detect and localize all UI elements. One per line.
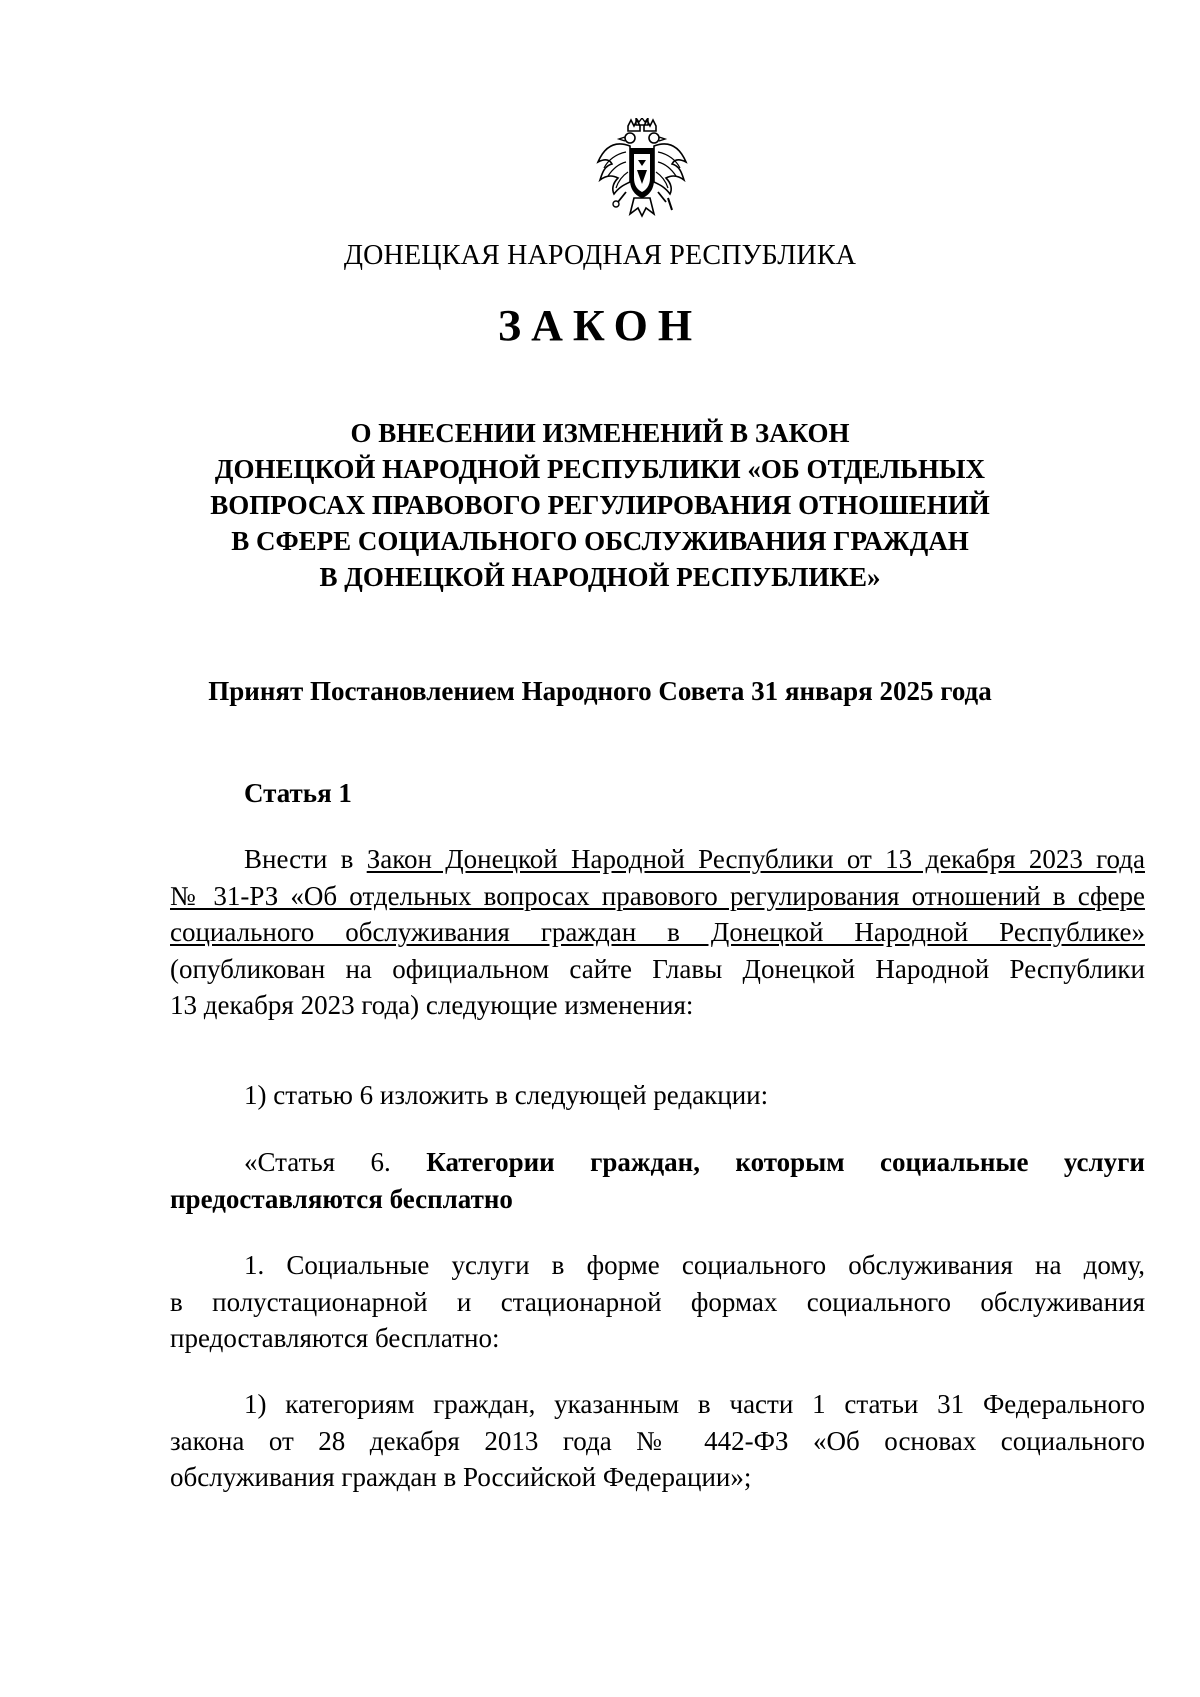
article6-prefix: «Статья 6. bbox=[244, 1147, 427, 1177]
law-title-line: О ВНЕСЕНИИ ИЗМЕНЕНИЙ В ЗАКОН bbox=[350, 418, 850, 448]
amendment-item bbox=[170, 1077, 1145, 1114]
law-heading: ЗАКОН bbox=[497, 301, 703, 350]
amended-law-link[interactable]: № 31-РЗ «Об отдельных вопросах правового регулирования отношений в сфере bbox=[170, 880, 1145, 911]
paragraph-line bbox=[170, 878, 1145, 915]
coat-of-arms-eagle-icon bbox=[596, 118, 688, 218]
intro-prefix: Внести в bbox=[244, 844, 367, 874]
paragraph-line bbox=[170, 841, 1145, 878]
amended-law-link[interactable]: социального обслуживания граждан в Донецкой Народной Республике» bbox=[170, 917, 1145, 947]
article6-heading bbox=[170, 1144, 1145, 1217]
law-title-line: В СФЕРЕ СОЦИАЛЬНОГО ОБСЛУЖИВАНИЯ ГРАЖДАН bbox=[231, 526, 969, 556]
adoption-statement: Принят Постановлением Народного Совета 31 января 2025 года bbox=[208, 676, 992, 706]
paragraph-line: в полустационарной и стационарной формах социального обслуживания bbox=[170, 1286, 1145, 1317]
law-title-line: ВОПРОСАХ ПРАВОВОГО РЕГУЛИРОВАНИЯ ОТНОШЕНИЙ bbox=[210, 490, 990, 520]
paragraph-line bbox=[170, 914, 1145, 951]
paragraph-line: 1. Социальные услуги в форме социального обслуживания на дому, bbox=[244, 1250, 1145, 1280]
article6-title: Категории граждан, которым социальные услуги bbox=[426, 1147, 1145, 1177]
republic-name: ДОНЕЦКАЯ НАРОДНАЯ РЕСПУБЛИКА bbox=[343, 240, 857, 271]
law-title-line: В ДОНЕЦКОЙ НАРОДНОЙ РЕСПУБЛИКЕ» bbox=[319, 562, 881, 592]
paragraph-line: 13 декабря 2023 года) следующие изменения: bbox=[170, 990, 694, 1020]
paragraph-line: 1) категориям граждан, указанным в части 1 статьи 31 Федерального bbox=[244, 1389, 1145, 1419]
article6-subitem1 bbox=[170, 1386, 1145, 1496]
law-title-line: ДОНЕЦКОЙ НАРОДНОЙ РЕСПУБЛИКИ «ОБ ОТДЕЛЬНЫХ bbox=[214, 454, 986, 484]
paragraph-line: предоставляются бесплатно: bbox=[170, 1323, 500, 1353]
paragraph-line bbox=[170, 1144, 1145, 1181]
article-heading: Статья 1 bbox=[244, 778, 352, 808]
article6-part1 bbox=[170, 1247, 1145, 1357]
paragraph-line: 1) статью 6 изложить в следующей редакции: bbox=[244, 1080, 769, 1110]
amended-law-link[interactable]: Закон Донецкой Народной Республики от 13 декабря 2023 года bbox=[366, 844, 1145, 874]
paragraph-line: обслуживания граждан в Российской Федерации»; bbox=[170, 1462, 752, 1492]
paragraph-line: предоставляются бесплатно bbox=[170, 1183, 513, 1214]
article-intro-paragraph bbox=[170, 841, 1145, 1024]
law-title bbox=[170, 415, 1030, 595]
paragraph-line: (опубликован на официальном сайте Главы Донецкой Народной Республики bbox=[170, 953, 1145, 984]
paragraph-line: закона от 28 декабря 2013 года № 442-ФЗ «Об основах социального bbox=[170, 1425, 1145, 1456]
